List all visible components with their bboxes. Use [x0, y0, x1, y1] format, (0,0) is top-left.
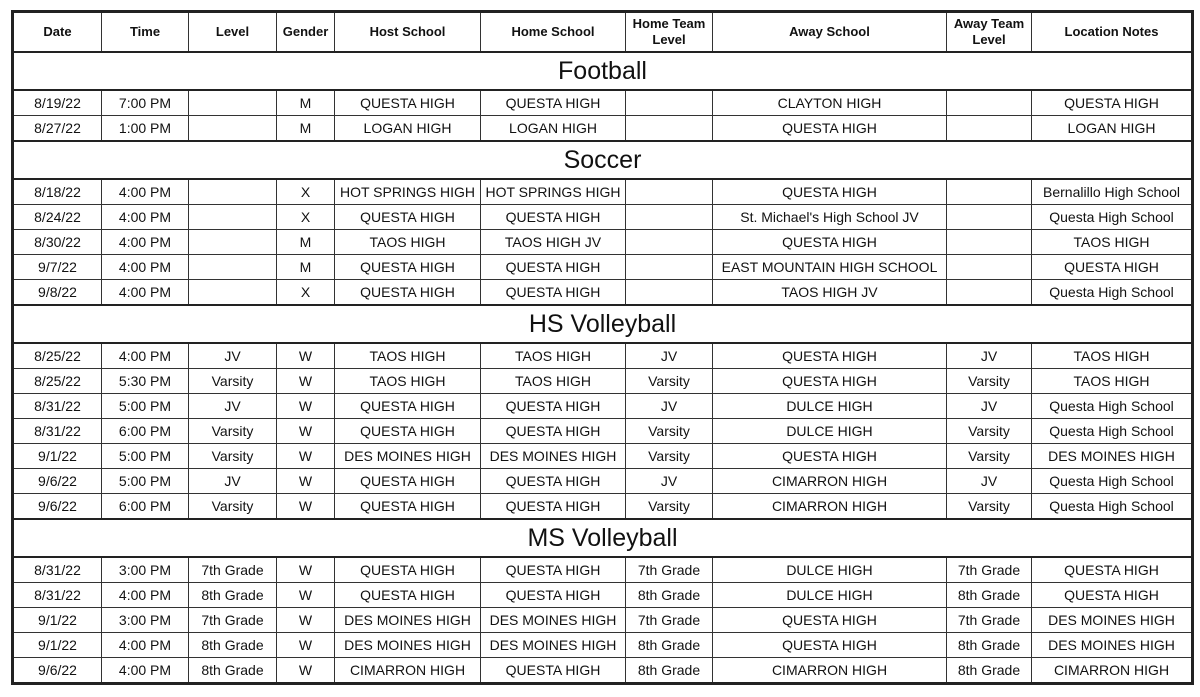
cell-level: 8th Grade [189, 633, 277, 658]
cell-away-team-level: 8th Grade [947, 658, 1032, 684]
cell-away-school: QUESTA HIGH [713, 444, 947, 469]
cell-gender: X [277, 179, 335, 205]
cell-home-team-level: Varsity [626, 419, 713, 444]
cell-level: 7th Grade [189, 608, 277, 633]
cell-host-school: LOGAN HIGH [335, 116, 481, 142]
cell-date: 8/31/22 [13, 583, 102, 608]
cell-home-team-level: JV [626, 343, 713, 369]
cell-home-school: HOT SPRINGS HIGH [481, 179, 626, 205]
col-header-away-school: Away School [713, 12, 947, 53]
cell-home-team-level: 8th Grade [626, 583, 713, 608]
table-row [13, 116, 1193, 142]
cell-date: 8/19/22 [13, 90, 102, 116]
table-row [13, 394, 1193, 419]
cell-home-team-level: 7th Grade [626, 608, 713, 633]
cell-date: 8/27/22 [13, 116, 102, 142]
table-row [13, 419, 1193, 444]
cell-gender: W [277, 469, 335, 494]
cell-gender: W [277, 444, 335, 469]
col-header-date: Date [13, 12, 102, 53]
cell-level: JV [189, 343, 277, 369]
cell-host-school: TAOS HIGH [335, 369, 481, 394]
cell-location-notes: Questa High School [1032, 469, 1193, 494]
cell-time: 6:00 PM [102, 494, 189, 520]
cell-gender: W [277, 608, 335, 633]
cell-location-notes: TAOS HIGH [1032, 369, 1193, 394]
cell-time: 4:00 PM [102, 255, 189, 280]
col-header-away-team-level: Away Team Level [947, 12, 1032, 53]
cell-away-school: QUESTA HIGH [713, 369, 947, 394]
col-header-host-school: Host School [335, 12, 481, 53]
table-row [13, 608, 1193, 633]
cell-location-notes: Questa High School [1032, 205, 1193, 230]
cell-level: Varsity [189, 444, 277, 469]
cell-home-school: QUESTA HIGH [481, 469, 626, 494]
cell-away-team-level [947, 179, 1032, 205]
table-row [13, 444, 1193, 469]
cell-level [189, 280, 277, 306]
cell-time: 3:00 PM [102, 557, 189, 583]
table-row [13, 633, 1193, 658]
cell-away-team-level: 8th Grade [947, 633, 1032, 658]
schedule-table [11, 10, 1194, 685]
cell-away-school: QUESTA HIGH [713, 116, 947, 142]
cell-date: 9/6/22 [13, 494, 102, 520]
header-row [13, 12, 1193, 53]
cell-location-notes: DES MOINES HIGH [1032, 444, 1193, 469]
cell-host-school: HOT SPRINGS HIGH [335, 179, 481, 205]
cell-home-team-level: Varsity [626, 369, 713, 394]
cell-gender: W [277, 583, 335, 608]
cell-level: Varsity [189, 369, 277, 394]
cell-time: 3:00 PM [102, 608, 189, 633]
cell-away-team-level: Varsity [947, 494, 1032, 520]
cell-time: 4:00 PM [102, 205, 189, 230]
cell-home-team-level [626, 280, 713, 306]
cell-home-team-level [626, 230, 713, 255]
cell-away-team-level: Varsity [947, 419, 1032, 444]
cell-host-school: QUESTA HIGH [335, 394, 481, 419]
cell-gender: M [277, 230, 335, 255]
cell-date: 9/1/22 [13, 633, 102, 658]
cell-home-school: DES MOINES HIGH [481, 633, 626, 658]
cell-time: 4:00 PM [102, 633, 189, 658]
table-row [13, 494, 1193, 520]
cell-host-school: QUESTA HIGH [335, 255, 481, 280]
cell-level: 7th Grade [189, 557, 277, 583]
cell-date: 8/31/22 [13, 419, 102, 444]
cell-away-team-level: 7th Grade [947, 557, 1032, 583]
section-header-row [13, 519, 1193, 557]
cell-location-notes: DES MOINES HIGH [1032, 608, 1193, 633]
cell-away-school: QUESTA HIGH [713, 633, 947, 658]
cell-home-team-level [626, 255, 713, 280]
cell-gender: W [277, 658, 335, 684]
cell-home-team-level [626, 116, 713, 142]
cell-location-notes: Questa High School [1032, 419, 1193, 444]
section-title: Soccer [13, 141, 1193, 179]
cell-away-school: CIMARRON HIGH [713, 658, 947, 684]
cell-location-notes: Questa High School [1032, 494, 1193, 520]
cell-date: 9/7/22 [13, 255, 102, 280]
cell-location-notes: CIMARRON HIGH [1032, 658, 1193, 684]
cell-level [189, 230, 277, 255]
cell-gender: W [277, 494, 335, 520]
cell-gender: X [277, 280, 335, 306]
cell-away-school: CIMARRON HIGH [713, 494, 947, 520]
cell-home-school: QUESTA HIGH [481, 90, 626, 116]
cell-host-school: QUESTA HIGH [335, 280, 481, 306]
cell-home-team-level: Varsity [626, 494, 713, 520]
cell-host-school: QUESTA HIGH [335, 494, 481, 520]
col-header-location-notes: Location Notes [1032, 12, 1193, 53]
col-header-gender: Gender [277, 12, 335, 53]
col-header-home-team-level: Home Team Level [626, 12, 713, 53]
table-row [13, 230, 1193, 255]
cell-gender: M [277, 116, 335, 142]
cell-away-team-level [947, 255, 1032, 280]
cell-level [189, 205, 277, 230]
cell-location-notes: Bernalillo High School [1032, 179, 1193, 205]
cell-away-school: QUESTA HIGH [713, 608, 947, 633]
cell-host-school: QUESTA HIGH [335, 90, 481, 116]
table-row [13, 90, 1193, 116]
cell-level: Varsity [189, 494, 277, 520]
cell-home-school: QUESTA HIGH [481, 419, 626, 444]
cell-home-school: QUESTA HIGH [481, 494, 626, 520]
cell-level [189, 90, 277, 116]
cell-host-school: CIMARRON HIGH [335, 658, 481, 684]
cell-home-school: QUESTA HIGH [481, 205, 626, 230]
cell-time: 5:30 PM [102, 369, 189, 394]
cell-location-notes: LOGAN HIGH [1032, 116, 1193, 142]
cell-away-team-level [947, 90, 1032, 116]
cell-location-notes: DES MOINES HIGH [1032, 633, 1193, 658]
cell-level: JV [189, 469, 277, 494]
cell-away-school: QUESTA HIGH [713, 343, 947, 369]
cell-away-school: CLAYTON HIGH [713, 90, 947, 116]
cell-home-school: QUESTA HIGH [481, 557, 626, 583]
cell-time: 6:00 PM [102, 419, 189, 444]
cell-gender: W [277, 633, 335, 658]
cell-away-team-level: JV [947, 343, 1032, 369]
cell-home-school: TAOS HIGH [481, 369, 626, 394]
cell-level: Varsity [189, 419, 277, 444]
cell-date: 8/18/22 [13, 179, 102, 205]
cell-time: 4:00 PM [102, 658, 189, 684]
cell-away-school: St. Michael's High School JV [713, 205, 947, 230]
cell-level: 8th Grade [189, 658, 277, 684]
table-row [13, 557, 1193, 583]
cell-time: 5:00 PM [102, 469, 189, 494]
cell-gender: X [277, 205, 335, 230]
table-row [13, 658, 1193, 684]
cell-level [189, 179, 277, 205]
cell-date: 8/25/22 [13, 369, 102, 394]
cell-host-school: QUESTA HIGH [335, 557, 481, 583]
cell-time: 4:00 PM [102, 583, 189, 608]
cell-away-team-level: 8th Grade [947, 583, 1032, 608]
cell-home-team-level [626, 205, 713, 230]
cell-home-school: QUESTA HIGH [481, 255, 626, 280]
cell-gender: W [277, 369, 335, 394]
cell-date: 9/1/22 [13, 444, 102, 469]
table-row [13, 280, 1193, 306]
cell-away-team-level [947, 230, 1032, 255]
cell-away-team-level: Varsity [947, 444, 1032, 469]
cell-away-school: CIMARRON HIGH [713, 469, 947, 494]
cell-date: 9/6/22 [13, 658, 102, 684]
cell-home-school: TAOS HIGH JV [481, 230, 626, 255]
cell-home-school: DES MOINES HIGH [481, 608, 626, 633]
cell-home-team-level [626, 179, 713, 205]
cell-location-notes: QUESTA HIGH [1032, 255, 1193, 280]
cell-away-school: EAST MOUNTAIN HIGH SCHOOL [713, 255, 947, 280]
cell-away-school: DULCE HIGH [713, 583, 947, 608]
cell-host-school: QUESTA HIGH [335, 205, 481, 230]
section-title: HS Volleyball [13, 305, 1193, 343]
cell-date: 8/30/22 [13, 230, 102, 255]
section-title: Football [13, 52, 1193, 90]
cell-time: 4:00 PM [102, 343, 189, 369]
cell-level [189, 255, 277, 280]
cell-away-team-level [947, 116, 1032, 142]
cell-away-team-level: 7th Grade [947, 608, 1032, 633]
table-row [13, 205, 1193, 230]
cell-home-school: TAOS HIGH [481, 343, 626, 369]
cell-host-school: DES MOINES HIGH [335, 633, 481, 658]
cell-host-school: DES MOINES HIGH [335, 444, 481, 469]
cell-level: 8th Grade [189, 583, 277, 608]
section-title: MS Volleyball [13, 519, 1193, 557]
cell-time: 4:00 PM [102, 230, 189, 255]
cell-gender: W [277, 557, 335, 583]
section-header-row [13, 305, 1193, 343]
cell-date: 9/1/22 [13, 608, 102, 633]
cell-away-school: DULCE HIGH [713, 394, 947, 419]
col-header-home-school: Home School [481, 12, 626, 53]
cell-home-school: QUESTA HIGH [481, 658, 626, 684]
cell-date: 8/24/22 [13, 205, 102, 230]
cell-time: 5:00 PM [102, 394, 189, 419]
cell-time: 1:00 PM [102, 116, 189, 142]
cell-gender: W [277, 343, 335, 369]
cell-away-team-level [947, 280, 1032, 306]
cell-home-school: QUESTA HIGH [481, 280, 626, 306]
cell-date: 9/6/22 [13, 469, 102, 494]
cell-date: 8/25/22 [13, 343, 102, 369]
cell-location-notes: QUESTA HIGH [1032, 557, 1193, 583]
cell-location-notes: TAOS HIGH [1032, 230, 1193, 255]
cell-date: 8/31/22 [13, 394, 102, 419]
cell-away-team-level: Varsity [947, 369, 1032, 394]
cell-home-school: QUESTA HIGH [481, 583, 626, 608]
cell-host-school: QUESTA HIGH [335, 419, 481, 444]
cell-away-school: QUESTA HIGH [713, 179, 947, 205]
cell-gender: W [277, 419, 335, 444]
cell-away-school: DULCE HIGH [713, 419, 947, 444]
table-row [13, 469, 1193, 494]
table-row [13, 369, 1193, 394]
cell-host-school: DES MOINES HIGH [335, 608, 481, 633]
cell-away-team-level: JV [947, 394, 1032, 419]
cell-home-school: QUESTA HIGH [481, 394, 626, 419]
cell-host-school: TAOS HIGH [335, 230, 481, 255]
cell-level: JV [189, 394, 277, 419]
cell-location-notes: TAOS HIGH [1032, 343, 1193, 369]
cell-location-notes: QUESTA HIGH [1032, 90, 1193, 116]
cell-gender: M [277, 90, 335, 116]
table-row [13, 343, 1193, 369]
cell-away-team-level: JV [947, 469, 1032, 494]
cell-home-team-level: 8th Grade [626, 633, 713, 658]
cell-away-school: TAOS HIGH JV [713, 280, 947, 306]
cell-home-team-level: 7th Grade [626, 557, 713, 583]
cell-home-team-level: JV [626, 469, 713, 494]
table-row [13, 179, 1193, 205]
cell-time: 5:00 PM [102, 444, 189, 469]
cell-date: 8/31/22 [13, 557, 102, 583]
cell-time: 4:00 PM [102, 280, 189, 306]
cell-home-school: DES MOINES HIGH [481, 444, 626, 469]
col-header-level: Level [189, 12, 277, 53]
section-header-row [13, 52, 1193, 90]
cell-date: 9/8/22 [13, 280, 102, 306]
cell-gender: W [277, 394, 335, 419]
cell-away-school: QUESTA HIGH [713, 230, 947, 255]
cell-home-school: LOGAN HIGH [481, 116, 626, 142]
cell-away-team-level [947, 205, 1032, 230]
cell-host-school: TAOS HIGH [335, 343, 481, 369]
cell-location-notes: Questa High School [1032, 280, 1193, 306]
cell-home-team-level [626, 90, 713, 116]
section-header-row [13, 141, 1193, 179]
cell-host-school: QUESTA HIGH [335, 469, 481, 494]
cell-location-notes: QUESTA HIGH [1032, 583, 1193, 608]
col-header-time: Time [102, 12, 189, 53]
cell-time: 7:00 PM [102, 90, 189, 116]
cell-home-team-level: JV [626, 394, 713, 419]
cell-host-school: QUESTA HIGH [335, 583, 481, 608]
cell-gender: M [277, 255, 335, 280]
cell-location-notes: Questa High School [1032, 394, 1193, 419]
cell-home-team-level: Varsity [626, 444, 713, 469]
cell-home-team-level: 8th Grade [626, 658, 713, 684]
table-row [13, 583, 1193, 608]
table-row [13, 255, 1193, 280]
cell-away-school: DULCE HIGH [713, 557, 947, 583]
cell-level [189, 116, 277, 142]
cell-time: 4:00 PM [102, 179, 189, 205]
